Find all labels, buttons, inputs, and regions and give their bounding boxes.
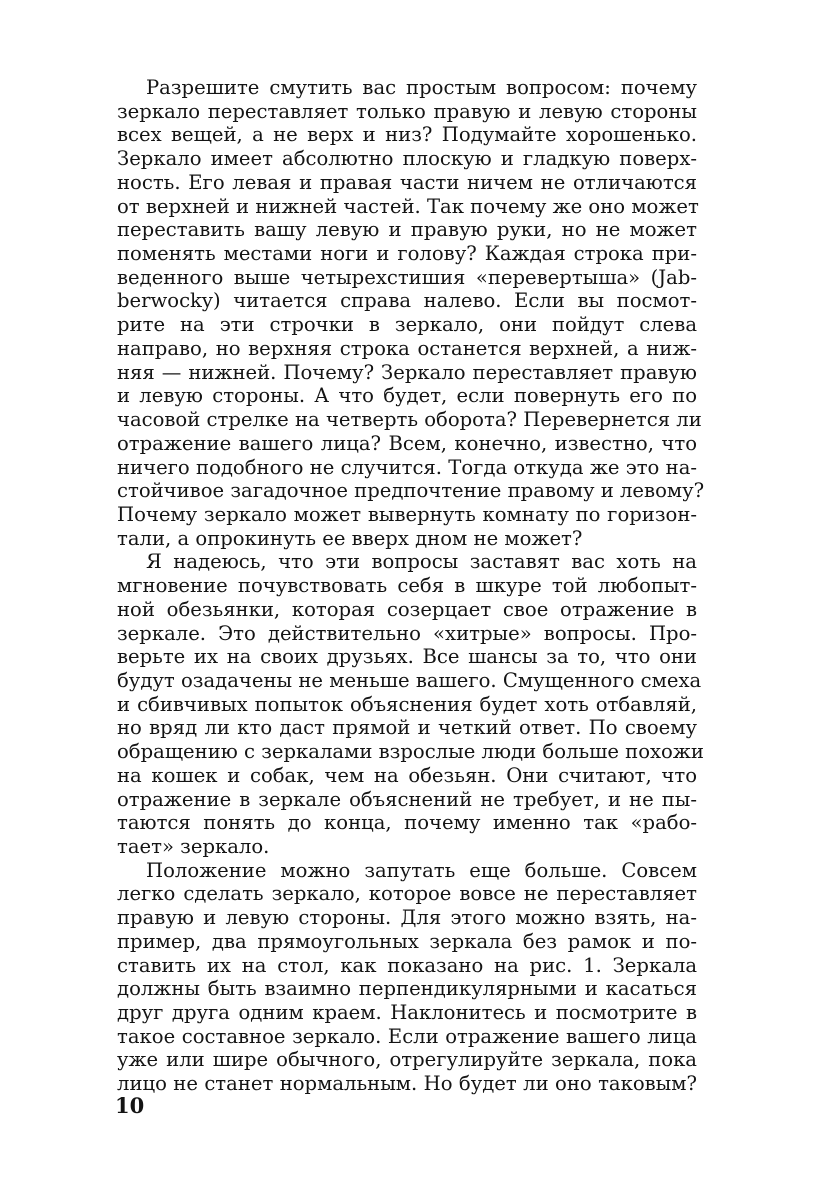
text-line: Положение можно запутать еще больше. Совсем [146,858,697,882]
text-line: зеркале. Это действительно «хитрые» вопросы. Про- [117,621,697,645]
text-line: но вряд ли кто даст прямой и четкий ответ. По своему [117,716,697,740]
text-line: верьте их на своих друзьях. Все шансы за то, что они [117,645,697,669]
text-line: berwocky) читается справа налево. Если вы посмот- [117,289,697,313]
text-line: на кошек и собак, чем на обезьян. Они считают, что [117,763,697,787]
text-line: обращению с зеркалами взрослые люди больше похожи [117,740,704,764]
text-line: уже или шире обычного, отрегулируйте зеркала, пока [117,1048,697,1072]
text-line: стойчивое загадочное предпочтение правому и левому? [117,479,705,503]
text-line: всех вещей, а не верх и низ? Подумайте хорошенько. [117,123,697,147]
text-line: должны быть взаимно перпендикулярными и касаться [117,977,697,1001]
text-line: часовой стрелке на четверть оборота? Перевернется ли [117,408,702,432]
text-line: поменять местами ноги и голову? Каждая строка при- [117,242,697,266]
text-line: Разрешите смутить вас простым вопросом: почему [146,76,697,99]
text-line: зеркало переставляет только правую и левую стороны [117,99,697,123]
text-line: ничего подобного не случится. Тогда откуда же это на- [117,455,697,479]
text-line: будут озадачены не меньше вашего. Смущенного смеха [117,668,702,692]
text-line: отражение вашего лица? Всем, конечно, известно, что [117,431,697,455]
text-line: от верхней и нижней частей. Так почему же оно может [117,194,699,218]
text-line: ставить их на стол, как показано на рис. 1. Зеркала [117,953,697,977]
text-line: тали, а опрокинуть ее вверх дном не может? [117,526,583,550]
text-line: ной обезьянки, которая созерцает свое отражение в [117,597,697,621]
text-line: и сбивчивых попыток объяснения будет хоть отбавляй, [117,692,697,716]
text-line: переставить вашу левую и правую руки, но не может [117,218,697,242]
text-line: Зеркало имеет абсолютно плоскую и гладкую поверх- [117,147,697,171]
text-line: Я надеюсь, что эти вопросы заставят вас хоть на [146,550,697,574]
page-number: 10 [115,1093,145,1118]
text-line: направо, но верхняя строка останется верхней, а ниж- [117,336,697,360]
text-line: ность. Его левая и правая части ничем не отличаются [117,170,697,194]
text-line: отражение в зеркале объяснений не требует, и не пы- [117,787,697,811]
text-line: такое составное зеркало. Если отражение вашего лица [117,1024,697,1048]
text-line: правую и левую стороны. Для этого можно взять, на- [117,906,697,930]
text-line: друг друга одним краем. Наклонитесь и посмотрите в [117,1001,697,1025]
text-line: няя — нижней. Почему? Зеркало переставляет правую [117,360,697,384]
text-line: лицо не станет нормальным. Но будет ли оно таковым? [117,1072,697,1096]
body-text [117,76,705,1096]
text-line: рите на эти строчки в зеркало, они пойдут слева [117,313,697,337]
text-line: и левую стороны. А что будет, если повернуть его по [117,384,697,408]
text-line: Почему зеркало может вывернуть комнату по горизон- [117,502,697,526]
text-line: таются понять до конца, почему именно так «рабо- [117,811,697,835]
text-line: легко сделать зеркало, которое вовсе не переставляет [117,882,697,906]
text-line: пример, два прямоугольных зеркала без рамок и по- [117,929,697,953]
text-line: тает» зеркало. [117,835,270,858]
text-line: мгновение почувствовать себя в шкуре той любопыт- [117,574,697,598]
text-line: веденного выше четырехстишия «перевертыша» (Jab- [117,265,697,289]
